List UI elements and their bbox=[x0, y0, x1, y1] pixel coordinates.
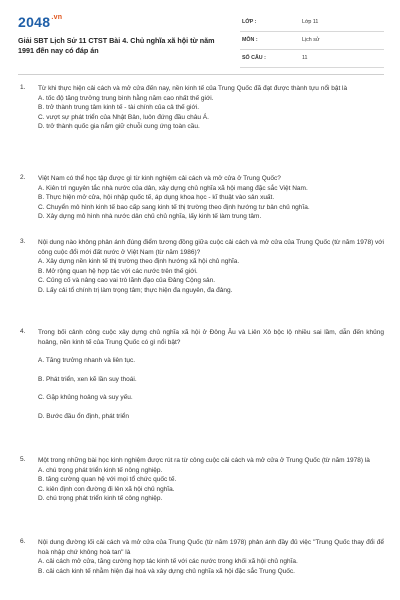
answer-option: A. Tăng trưởng nhanh và liên tục. bbox=[38, 357, 136, 365]
document-meta bbox=[240, 14, 384, 68]
meta-label: MÔN : bbox=[242, 37, 258, 43]
question-text: Trong bối cảnh công cuộc xây dựng chủ nghĩa xã hội ở Đông Âu và Liên Xô bộc lộ nhiều sai lầm, dẫn đến khủng hoảng, nền kinh tế của Trung Quốc có gì nổi bật? bbox=[38, 329, 384, 346]
meta-label: SỐ CÂU : bbox=[242, 55, 266, 61]
answer-option: A. Xây dựng nền kinh tế thị trường theo định hướng xã hội chủ nghĩa. bbox=[38, 258, 240, 266]
question-list bbox=[16, 84, 384, 598]
question-text: Nội dung nào không phản ánh đúng điểm tương đồng giữa cuộc cải cách và mở cửa của Trung Quốc (từ năm 1978) với công cuộc đổi mới đất nước ở Việt Nam (từ năm 1986)? bbox=[38, 239, 385, 256]
question-item bbox=[16, 328, 384, 456]
answer-option: C. Gặp khủng hoảng và suy yếu. bbox=[38, 394, 133, 402]
answer-option: D. chú trọng phát triển kinh tế công nghiệp. bbox=[38, 495, 163, 503]
question-item bbox=[16, 456, 384, 538]
answer-option: D. trở thành quốc gia nắm giữ chuỗi cung ứng toàn cầu. bbox=[38, 123, 200, 131]
meta-row-class bbox=[240, 14, 384, 32]
question-text: Nội dung đường lối cải cách và mở cửa của Trung Quốc (từ năm 1978) phản ánh đầy đủ việc "Trung Quốc thay đổi để hoà nhập chứ không hoà tan" là bbox=[38, 539, 384, 556]
answer-option: D. Lấy cải tổ chính trị làm trọng tâm; thực hiện đa nguyên, đa đảng. bbox=[38, 286, 233, 294]
answer-option: A. cải cách mở cửa, tăng cường hợp tác kinh tế với các nước trong khối xã hội chủ nghĩa. bbox=[38, 558, 298, 566]
question-text: Một trong những bài học kinh nghiệm được rút ra từ công cuộc cải cách và mở cửa ở Trung Quốc (từ năm 1978) là bbox=[38, 457, 370, 464]
logo-text: 2048 bbox=[18, 14, 51, 30]
document-title: Giải SBT Lịch Sử 11 CTST Bài 4. Chủ nghĩa xã hội từ năm 1991 đến nay có đáp án bbox=[18, 36, 215, 55]
answer-option: B. Thực hiện mở cửa, hội nhập quốc tế, áp dụng khoa học - kĩ thuật vào sản xuất. bbox=[38, 194, 275, 202]
question-number: 2. bbox=[20, 174, 26, 181]
question-number: 6. bbox=[20, 538, 26, 545]
meta-label: LỚP : bbox=[242, 19, 257, 25]
meta-row-count bbox=[240, 50, 384, 68]
question-number: 3. bbox=[20, 238, 26, 245]
question-number: 1. bbox=[20, 84, 26, 91]
answer-option: B. cải cách kinh tế nhằm hiện đại hoá và xây dựng chủ nghĩa xã hội đặc sắc Trung Quốc. bbox=[38, 567, 295, 575]
question-text: Từ khi thực hiện cải cách và mở cửa đến nay, nền kinh tế của Trung Quốc đã đạt được thành tựu nổi bật là bbox=[38, 85, 348, 92]
answer-option: B. Mở rộng quan hệ hợp tác với các nước trên thế giới. bbox=[38, 267, 198, 275]
question-text: Việt Nam có thể học tập được gì từ kinh nghiệm cải cách và mở cửa ở Trung Quốc? bbox=[38, 175, 281, 182]
question-item bbox=[16, 538, 384, 598]
question-item bbox=[16, 84, 384, 174]
answer-option: D. Bước đầu ổn định, phát triển bbox=[38, 412, 129, 420]
question-number: 4. bbox=[20, 328, 26, 335]
meta-value: Lớp 11 bbox=[302, 19, 319, 25]
header-divider bbox=[18, 74, 384, 75]
question-item bbox=[16, 238, 384, 328]
answer-option: B. trở thành trung tâm kinh tế - tài chính của cả thế giới. bbox=[38, 104, 199, 112]
answer-option: B. Phát triển, xen kẽ lần suy thoái. bbox=[38, 375, 137, 383]
answer-option: A. Kiên trì nguyên tắc nhà nước của dân, xây dựng chủ nghĩa xã hội mang đặc sắc Việt Nam. bbox=[38, 184, 308, 192]
meta-value: Lịch sử bbox=[302, 37, 320, 43]
meta-value: 11 bbox=[302, 55, 308, 61]
answer-option: B. tăng cường quan hệ với mọi tổ chức quốc tế. bbox=[38, 476, 177, 484]
question-number: 5. bbox=[20, 456, 26, 463]
logo-domain: .vn bbox=[51, 14, 63, 21]
answer-option: A. chú trọng phát triển kinh tế nông nghiệp. bbox=[38, 466, 163, 474]
question-item bbox=[16, 174, 384, 238]
answer-option: C. Củng cố và nâng cao vai trò lãnh đạo của Đảng Cộng sản. bbox=[38, 277, 216, 285]
answer-option: C. Chuyển mô hình kinh tế bao cấp sang kinh tế thị trường theo định hướng tư bản chủ nghĩa. bbox=[38, 203, 310, 211]
document-header bbox=[18, 14, 384, 66]
site-logo[interactable] bbox=[18, 14, 62, 30]
answer-option: C. vượt sự phát triển của Nhật Bản, luôn đứng đầu châu Á. bbox=[38, 113, 209, 121]
answer-option: A. tốc độ tăng trưởng trung bình hằng năm cao nhất thế giới. bbox=[38, 94, 214, 102]
answer-option: C. kiên định con đường đi lên xã hội chủ nghĩa. bbox=[38, 485, 175, 493]
answer-option: D. Xây dựng mô hình nhà nước dân chủ chủ nghĩa, lấy kinh tế làm trung tâm. bbox=[38, 213, 262, 221]
meta-row-subject bbox=[240, 32, 384, 50]
